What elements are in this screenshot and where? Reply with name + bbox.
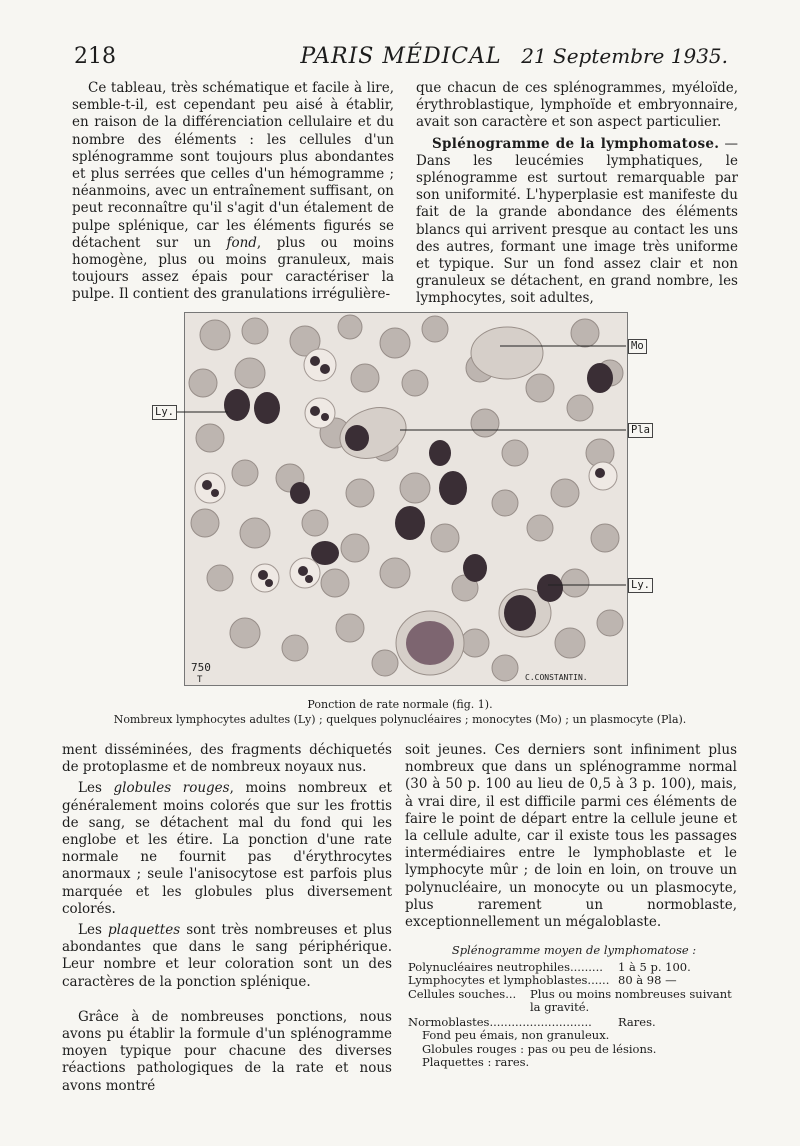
artist-signature: C.CONSTANTIN. bbox=[525, 673, 588, 682]
paragraph: Les globules rouges, moins nombreux et généralement moins colorés que sur les frottis de sang, se détachent mal du fond qui les englobe et les étire. La ponction d'une rate normale ne fournit pas d'érythrocytes anormaux ; seule l'anisocytose est parfois plus marquée et les globules plus diversement colorés. bbox=[62, 780, 392, 917]
table-title: Splénogramme moyen de lymphomatose : bbox=[451, 943, 697, 957]
column-bottom-left bbox=[62, 742, 392, 1095]
table-note: Fond peu émais, non granuleux. bbox=[422, 1028, 610, 1042]
label-ly-right: Ly. bbox=[628, 578, 653, 593]
label-ly-left: Ly. bbox=[152, 405, 177, 420]
label-mo: Mo bbox=[628, 339, 647, 354]
paragraph: Splénogramme de la lymphomatose. — Dans les leucémies lymphatiques, le splénogramme est surtout remarquable par son uniformité. L'hyperplasie est manifeste du fait de la grande abondance des éléments blancs qui arrivent presque au contact les uns des autres, formant une image très uniforme et typique. Sur un fond assez clair et non granuleux se détachent, en grand nombre, les lymphocytes, soit adultes, bbox=[416, 135, 738, 307]
figure-caption-legend: Nombreux lymphocytes adultes (Ly) ; quelques polynucléaires ; monocytes (Mo) ; un plasmocyte (Pla). bbox=[113, 713, 687, 726]
label-pla: Pla bbox=[628, 423, 653, 438]
table-row: Cellules souches... Plus ou moins nombreuses suivant la gravité. bbox=[408, 986, 732, 1014]
table-note: Plaquettes : rares. bbox=[422, 1055, 530, 1069]
table-note: Globules rouges : pas ou peu de lésions. bbox=[422, 1041, 657, 1056]
paragraph: Grâce à de nombreuses ponctions, nous avons pu établir la formule d'un splénogramme moyen typique pour chacune des diverses réactions pathologiques de la rate et nous avons montré bbox=[62, 1008, 392, 1094]
figure-caption-title: Ponction de rate normale (fig. 1). bbox=[307, 698, 493, 711]
issue-date: 21 Septembre 1935. bbox=[521, 44, 728, 68]
section-heading: Splénogramme de la lymphomatose. bbox=[432, 135, 720, 152]
splenogram-table bbox=[408, 944, 740, 1070]
paragraph: que chacun de ces splénogrammes, myéloïde, érythroblastique, lymphoïde et embryonnaire, avait son caractère et son aspect particulier. bbox=[416, 80, 738, 131]
page-number: 218 bbox=[74, 44, 116, 69]
paragraph: ment disséminées, des fragments déchiquetés de protoplasme et de nombreux noyaux nus. bbox=[62, 742, 392, 776]
magnification-sub: T bbox=[197, 675, 203, 685]
magnification-label: 750 bbox=[191, 661, 211, 674]
paragraph: Les plaquettes sont très nombreuses et plus abondantes que dans le sang périphérique. Leur nombre et leur coloration sont un des caractères de la ponction splénique. bbox=[62, 922, 392, 990]
table-row: Normoblastes............................ Rares. bbox=[408, 1014, 656, 1029]
paragraph: soit jeunes. Ces derniers sont infiniment plus nombreux que dans un splénogramme normal (30 à 50 p. 100 au lieu de 0,5 à 3 p. 100), mais, à vrai dire, il est difficile parmi ces éléments de faire le point de départ entre la cellule jeune et la cellule adulte, car il existe tous les passages intermédiaires entre le lymphoblaste et le lymphocyte mûr ; de loin en loin, on trouve un polynucléaire, un monocyte ou un plasmocyte, plus rarement un normoblaste, exceptionnellement un mégaloblaste. bbox=[405, 742, 737, 931]
paragraph: Ce tableau, très schématique et facile à lire, semble-t-il, est cependant peu aisé à établir, en raison de la différenciation cellulaire et du nombre des éléments : les cellules d'un splénogramme sont toujours plus abondantes et plus serrées que celles d'un hémogramme ; néanmoins, avec un entraînement suffisant, on peut reconnaître qu'il s'agit d'un étalement de pulpe splénique, car les éléments figurés se détachent sur un fond, plus ou moins homogène, plus ou moins granuleux, mais toujours assez épais pour caractériser la pulpe. Il contient des granulations irrégulière- bbox=[72, 80, 394, 303]
table-row: Polynucléaires neutrophiles......... 1 à 5 p. 100. bbox=[408, 959, 691, 974]
journal-title: PARIS MÉDICAL bbox=[300, 44, 502, 69]
column-bottom-right bbox=[405, 742, 737, 931]
table-row: Lymphocytes et lymphoblastes...... 80 à 98 — bbox=[408, 973, 677, 987]
